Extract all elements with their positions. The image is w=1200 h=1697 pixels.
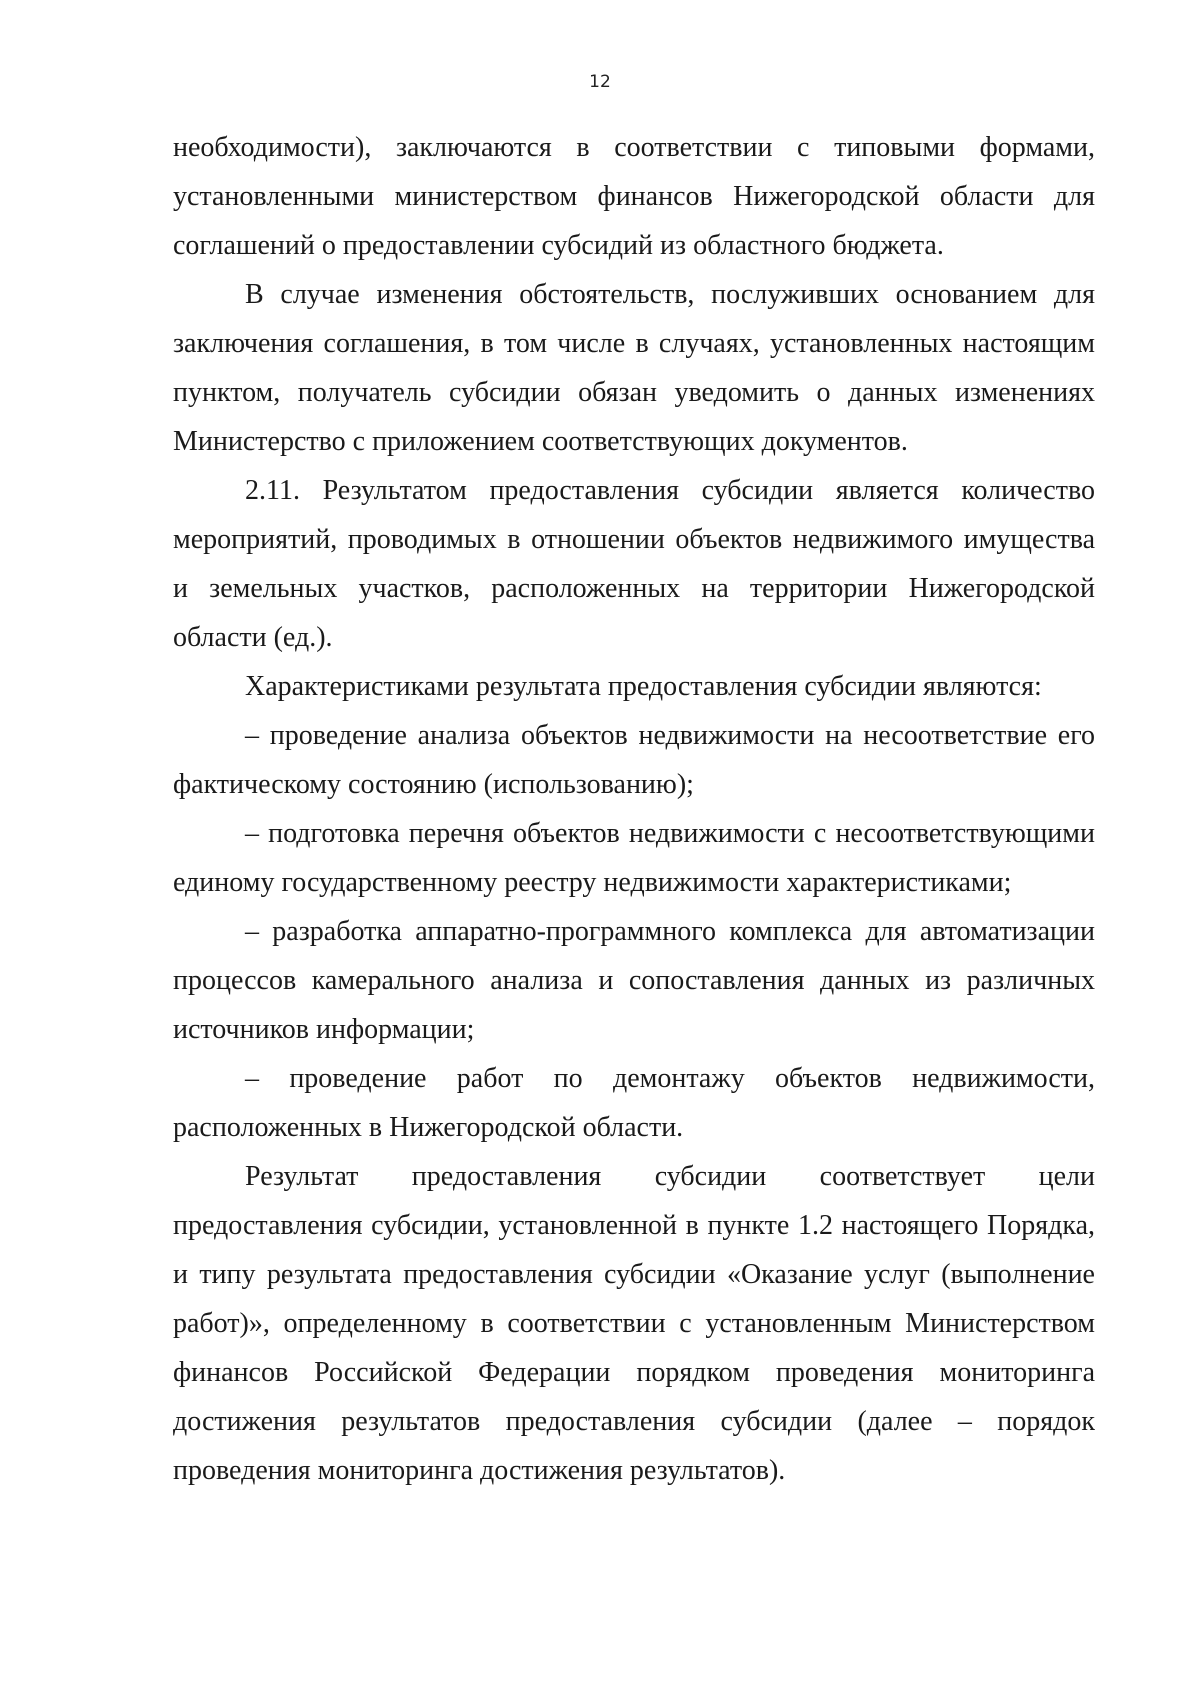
list-item-analysis: – проведение анализа объектов недвижимости на несоответствие его фактическому состоянию (использованию); [173, 720, 1095, 800]
page-number: 12 [589, 72, 611, 92]
paragraph-result-correspondence: Результат предоставления субсидии соответствует цели предоставления субсидии, установленной в пункте 1.2 настоящего Порядка, и типу результата предоставления субсидии «Оказание услуг (выполнение работ)», определенному в соответствии с установленным Министерством финансов Российской Федерации порядком проведения мониторинга достижения результатов предоставления субсидии (далее – порядок проведения мониторинга достижения результатов). [173, 1161, 1095, 1486]
list-item-software-complex: – разработка аппаратно-программного комплекса для автоматизации процессов камерального анализа и сопоставления данных из различных источников информации; [173, 916, 1095, 1045]
paragraph-characteristics-intro: Характеристиками результата предоставления субсидии являются: [245, 671, 1042, 702]
paragraph-2-11-result: 2.11. Результатом предоставления субсидии является количество мероприятий, проводимых в отношении объектов недвижимого имущества и земельных участков, расположенных на территории Нижегородской области (ед.). [173, 475, 1095, 653]
document-body [173, 123, 1095, 1495]
list-item-list-preparation: – подготовка перечня объектов недвижимости с несоответствующими единому государственному реестру недвижимости характеристиками; [173, 818, 1095, 898]
list-item-dismantling: – проведение работ по демонтажу объектов недвижимости, расположенных в Нижегородской области. [173, 1063, 1095, 1143]
paragraph-change-of-circumstances: В случае изменения обстоятельств, послуживших основанием для заключения соглашения, в том числе в случаях, установленных настоящим пунктом, получатель субсидии обязан уведомить о данных изменениях Министерство с приложением соответствующих документов. [173, 279, 1095, 457]
paragraph-continuation: необходимости), заключаются в соответствии с типовыми формами, установленными министерством финансов Нижегородской области для соглашений о предоставлении субсидий из областного бюджета. [173, 132, 1095, 261]
